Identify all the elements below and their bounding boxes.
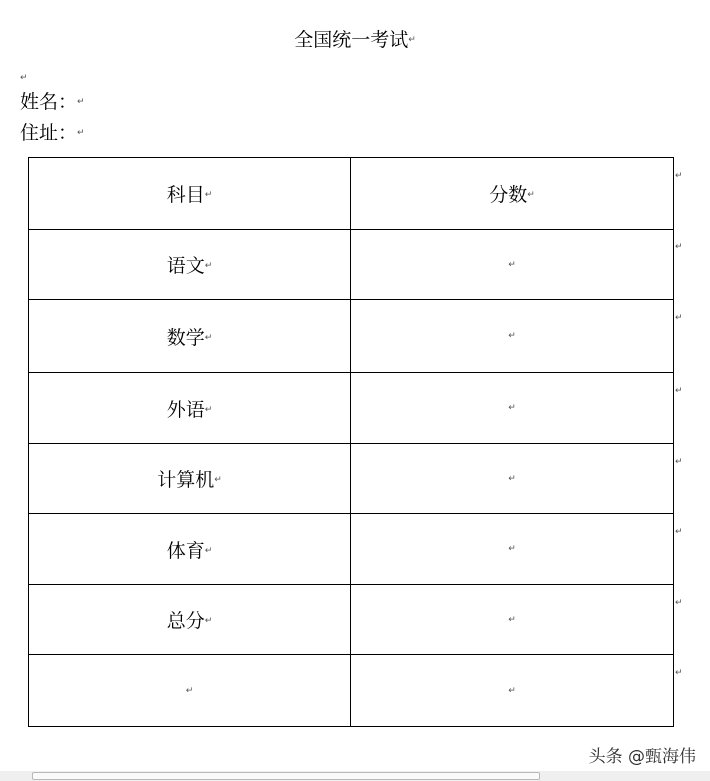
paragraph-mark: ↵ [77,128,85,138]
paragraph-mark: ↵ [408,35,416,45]
table-header-cell[interactable]: 分数↵ [351,158,674,230]
row-end-mark: ↵ [675,242,683,252]
name-label: 姓名： [20,91,78,113]
row-end-mark: ↵ [675,386,683,396]
table-row [29,444,674,514]
paragraph-mark: ↵ [20,73,28,83]
subject-cell[interactable]: 体育↵ [29,514,351,585]
address-field[interactable] [20,120,85,146]
paragraph-mark: ↵ [77,97,85,107]
horizontal-scrollbar[interactable] [0,771,710,781]
name-field[interactable] [20,89,85,115]
score-cell[interactable]: ↵ [351,514,674,585]
watermark: 头条 @甄海伟 [588,747,696,767]
subject-cell[interactable]: 数学↵ [29,300,351,373]
subject-cell[interactable]: 外语↵ [29,373,351,444]
address-label: 住址： [20,122,78,144]
subject-cell[interactable]: ↵ [29,655,351,727]
row-end-mark: ↵ [675,668,683,678]
score-cell[interactable]: ↵ [351,230,674,300]
score-cell[interactable]: ↵ [351,300,674,373]
score-cell[interactable]: ↵ [351,655,674,727]
subject-cell[interactable]: 总分↵ [29,585,351,655]
score-table [28,157,674,727]
table-row [29,655,674,727]
table-row [29,514,674,585]
row-end-mark: ↵ [675,598,683,608]
score-cell[interactable]: ↵ [351,585,674,655]
table-row [29,373,674,444]
table-row [29,585,674,655]
score-cell[interactable]: ↵ [351,373,674,444]
subject-cell[interactable]: 计算机↵ [29,444,351,514]
row-end-mark: ↵ [675,527,683,537]
table-header-cell[interactable]: 科目↵ [29,158,351,230]
table-row [29,230,674,300]
table-row [29,300,674,373]
row-end-mark: ↵ [675,171,683,181]
scrollbar-thumb[interactable] [32,772,540,780]
row-end-mark: ↵ [675,313,683,323]
row-end-mark: ↵ [675,457,683,467]
subject-cell[interactable]: 语文↵ [29,230,351,300]
score-cell[interactable]: ↵ [351,444,674,514]
document-title: 全国统一考试↵ [294,29,416,51]
table-header-row [29,158,674,230]
empty-paragraph [20,68,28,87]
